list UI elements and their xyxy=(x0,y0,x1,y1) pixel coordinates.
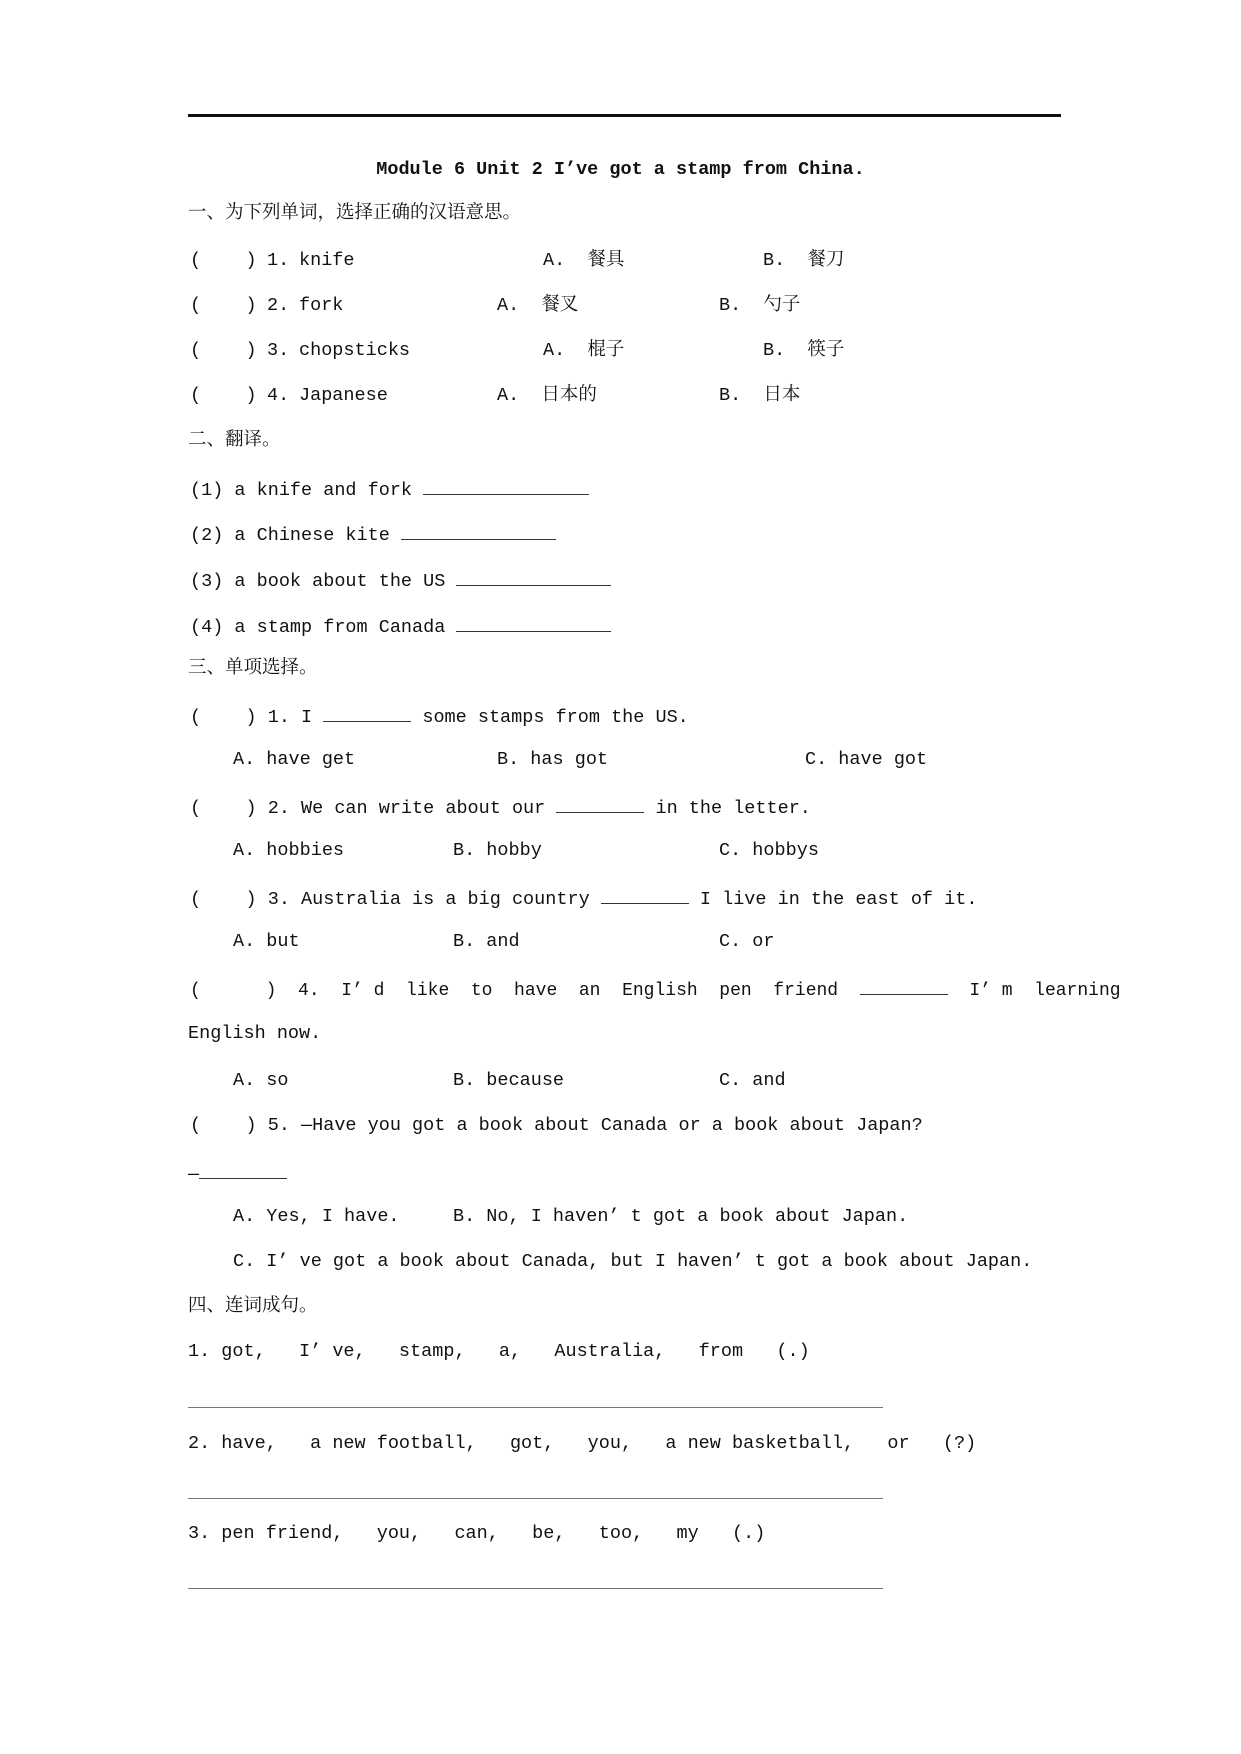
question-text: I’ m learning xyxy=(969,981,1121,1001)
translation-text: (3) a book about the US xyxy=(190,571,446,592)
question-text: I live in the east of it. xyxy=(699,889,978,910)
answer-paren[interactable]: ( ) xyxy=(190,295,257,316)
question-4 xyxy=(190,976,1121,1002)
question-text: ( ) 3. Australia is a big country xyxy=(190,889,590,910)
translation-item xyxy=(190,567,611,593)
option-a: A. so xyxy=(233,1070,289,1091)
answer-blank[interactable] xyxy=(456,613,611,632)
translation-item xyxy=(190,521,556,547)
option-b: B. 筷子 xyxy=(763,340,845,361)
question-5: ( ) 5. —Have you got a book about Canada or a book about Japan? xyxy=(190,1115,923,1136)
option-a: A. 棍子 xyxy=(543,340,625,361)
answer-blank[interactable] xyxy=(601,885,689,904)
item-number: 4. xyxy=(267,385,290,406)
item-word: fork xyxy=(299,295,344,316)
item-word: chopsticks xyxy=(299,340,411,361)
option-b: B. 餐刀 xyxy=(763,250,845,271)
answer-writing-line[interactable] xyxy=(188,1588,883,1589)
item-number: 3. xyxy=(267,340,290,361)
translation-item xyxy=(190,476,589,502)
option-b: B. and xyxy=(453,931,520,952)
option-b: B. 日本 xyxy=(719,385,801,406)
answer-blank[interactable] xyxy=(556,794,644,813)
answer-blank[interactable] xyxy=(401,521,556,540)
option-c: C. or xyxy=(719,931,775,952)
option-c: C. I’ ve got a book about Canada, but I haven’ t got a book about Japan. xyxy=(233,1251,1033,1272)
page-title: Module 6 Unit 2 I’ve got a stamp from China. xyxy=(376,159,865,180)
question-text: ( ) 4. I’ d like to have an English pen friend xyxy=(190,981,839,1001)
option-a: A. 餐具 xyxy=(543,250,625,271)
answer-paren[interactable]: ( ) xyxy=(190,250,257,271)
option-b: B. No, I haven’ t got a book about Japan. xyxy=(453,1206,909,1227)
answer-writing-line[interactable] xyxy=(188,1498,883,1499)
question-text: ( ) 2. We can write about our xyxy=(190,798,546,819)
option-a: A. but xyxy=(233,931,300,952)
header-rule xyxy=(188,114,1061,117)
option-b: B. 勺子 xyxy=(719,295,801,316)
option-a: A. hobbies xyxy=(233,840,345,861)
answer-writing-line[interactable] xyxy=(188,1407,883,1408)
question-text: some stamps from the US. xyxy=(422,707,689,728)
section4-heading: 四、连词成句。 xyxy=(188,1296,318,1317)
word-order-item: 2. have, a new football, got, you, a new basketball, or (?) xyxy=(188,1433,977,1454)
option-a: A. 餐叉 xyxy=(497,295,579,316)
item-number: 1. xyxy=(267,250,290,271)
word-order-item: 3. pen friend, you, can, be, too, my (.) xyxy=(188,1523,766,1544)
question-4-continued: English now. xyxy=(188,1023,322,1044)
section1-heading: 一、为下列单词，选择正确的汉语意思。 xyxy=(188,203,522,224)
word-order-item: 1. got, I’ ve, stamp, a, Australia, from (.) xyxy=(188,1341,810,1362)
section3-heading: 三、单项选择。 xyxy=(188,658,318,679)
option-b: B. hobby xyxy=(453,840,542,861)
question-1 xyxy=(190,703,689,729)
answer-blank[interactable] xyxy=(199,1160,287,1179)
translation-text: (1) a knife and fork xyxy=(190,480,413,501)
answer-line xyxy=(188,1160,287,1186)
question-2 xyxy=(190,794,811,820)
answer-paren[interactable]: ( ) xyxy=(190,340,257,361)
option-c: C. have got xyxy=(805,749,928,770)
option-b: B. has got xyxy=(497,749,609,770)
option-a: A. 日本的 xyxy=(497,385,597,406)
question-text: in the letter. xyxy=(655,798,811,819)
answer-blank[interactable] xyxy=(423,476,589,495)
translation-text: (4) a stamp from Canada xyxy=(190,617,446,638)
dash: — xyxy=(188,1164,200,1185)
option-c: C. hobbys xyxy=(719,840,819,861)
translation-text: (2) a Chinese kite xyxy=(190,525,390,546)
option-a: A. Yes, I have. xyxy=(233,1206,400,1227)
item-word: knife xyxy=(299,250,355,271)
answer-blank[interactable] xyxy=(323,703,411,722)
item-word: Japanese xyxy=(299,385,388,406)
answer-blank[interactable] xyxy=(860,976,948,995)
question-3 xyxy=(190,885,977,911)
answer-blank[interactable] xyxy=(456,567,611,586)
option-a: A. have get xyxy=(233,749,356,770)
answer-paren[interactable]: ( ) xyxy=(190,385,257,406)
option-c: C. and xyxy=(719,1070,786,1091)
section2-heading: 二、翻译。 xyxy=(188,430,281,451)
translation-item xyxy=(190,613,611,639)
option-b: B. because xyxy=(453,1070,565,1091)
item-number: 2. xyxy=(267,295,290,316)
question-text: ( ) 1. I xyxy=(190,707,313,728)
